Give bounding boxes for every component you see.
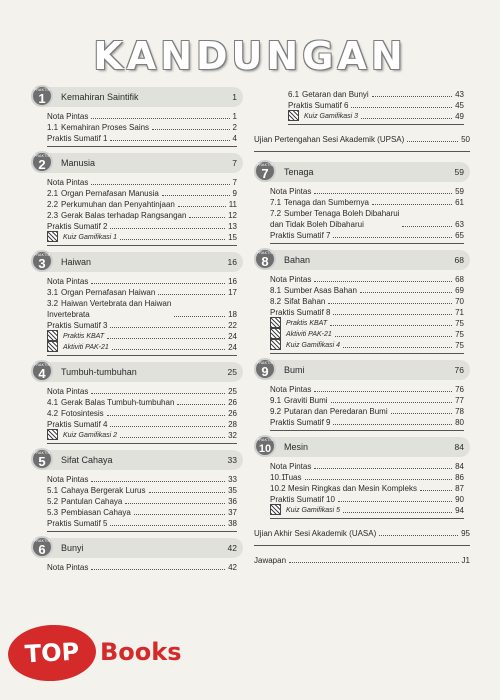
chapter-title[interactable]: Tenaga [284, 166, 314, 177]
toc-row[interactable]: Kuiz Gamifikasi 3 49 [288, 111, 464, 122]
toc-row[interactable]: 3.1 Organ Pernafasan Haiwan 17 [47, 288, 237, 297]
chapter-7 [254, 162, 470, 244]
toc-row[interactable]: 9.2 Putaran dan Peredaran Bumi 78 [270, 407, 464, 416]
chapter-badge: PRAKTIS 2 [31, 151, 53, 173]
toc-row[interactable]: Nota Pintas 42 [47, 563, 237, 572]
toc-row[interactable]: Praktis Sumatif 9 80 [270, 418, 464, 427]
activity-icon [270, 328, 281, 339]
chapter-badge: PRAKTIS 7 [254, 160, 276, 182]
logo-top-text: TOP [7, 623, 98, 684]
chapter-header [254, 360, 470, 380]
kbat-icon [270, 317, 281, 328]
toc-row[interactable]: 6.1 Getaran dan Bunyi 43 [288, 90, 464, 99]
chapter-entries [47, 272, 237, 353]
chapter-badge: PRAKTIS 4 [31, 360, 53, 382]
chapter-page: 59 [454, 167, 464, 177]
toc-row[interactable]: 5.1 Cahaya Bergerak Lurus 35 [47, 486, 237, 495]
toc-row[interactable]: Nota Pintas 16 [47, 277, 237, 286]
chapter-title[interactable]: Bahan [284, 254, 311, 265]
topbooks-logo [8, 625, 208, 685]
toc-row[interactable]: Kuiz Gamifikasi 2 32 [47, 430, 237, 441]
left-column [31, 87, 243, 579]
toc-row[interactable]: Nota Pintas 1 [47, 112, 237, 121]
chapter-header [254, 162, 470, 182]
toc-row[interactable]: 9.1 Graviti Bumi 77 [270, 396, 464, 405]
toc-row[interactable]: Praktis Sumatif 7 65 [270, 231, 464, 240]
quiz-icon [288, 110, 299, 121]
chapter-title[interactable]: Bunyi [61, 542, 84, 553]
chapter-5 [31, 450, 243, 532]
toc-row[interactable]: Nota Pintas 59 [270, 187, 464, 196]
chapter-4 [31, 362, 243, 444]
toc-row[interactable]: 1.1 Kemahiran Proses Sains 2 [47, 123, 237, 132]
chapter-header [31, 87, 243, 107]
chapter-entries [47, 382, 237, 441]
toc-row[interactable]: Aktiviti PAK-21 75 [270, 329, 464, 340]
toc-row[interactable]: Nota Pintas 68 [270, 275, 464, 284]
toc-row[interactable]: Praktis Sumatif 6 45 [288, 101, 464, 110]
chapter-entries [270, 380, 464, 428]
chapter-badge: PRAKTIS 5 [31, 448, 53, 470]
toc-upsa[interactable]: Ujian Pertengahan Sesi Akademik (UPSA) 50 [254, 135, 470, 144]
chapter-badge [31, 85, 53, 107]
toc-row[interactable]: 8.2 Sifat Bahan 70 [270, 297, 464, 306]
chapter-title[interactable]: Manusia [61, 157, 96, 168]
chapter-entries [47, 558, 237, 573]
toc-row[interactable]: 8.1 Sumber Asas Bahan 69 [270, 286, 464, 295]
toc-row[interactable]: Kuiz Gamifikasi 1 15 [47, 232, 237, 243]
chapter-3 [31, 252, 243, 356]
badge-number: 1 [38, 91, 46, 106]
toc-row[interactable]: 2.3 Gerak Balas terhadap Rangsangan 12 [47, 211, 237, 220]
chapter-page: 7 [232, 158, 237, 168]
toc-row[interactable]: 4.2 Fotosintesis 26 [47, 409, 237, 418]
toc-row[interactable]: 10.1Tuas 86 [270, 473, 464, 482]
toc-row[interactable]: Kuiz Gamifikasi 5 94 [270, 505, 464, 516]
activity-icon [47, 341, 58, 352]
quiz-icon [270, 339, 281, 350]
chapter-entries [47, 173, 237, 243]
chapter-header [31, 153, 243, 173]
toc-row[interactable]: Praktis Sumatif 8 71 [270, 308, 464, 317]
toc-row[interactable]: Praktis KBAT 24 [47, 331, 237, 342]
toc-row[interactable]: Nota Pintas 33 [47, 475, 237, 484]
chapter-header [31, 450, 243, 470]
logo-books-text: Books [100, 638, 182, 666]
toc-row[interactable]: Kuiz Gamifikasi 4 75 [270, 340, 464, 351]
toc-jawapan[interactable]: Jawapan J1 [254, 556, 470, 565]
chapter-page: 42 [227, 543, 237, 553]
toc-row[interactable]: 2.2 Perkumuhan dan Penyahtinjaan 11 [47, 200, 237, 209]
badge-label: PRAKTIS [33, 88, 51, 92]
chapter-page: 84 [454, 442, 464, 452]
chapter-badge: PRAKTIS 6 [31, 536, 53, 558]
toc-row[interactable]: Praktis KBAT 75 [270, 318, 464, 329]
chapter-page: 68 [454, 255, 464, 265]
chapter-title[interactable]: Bumi [284, 364, 305, 375]
toc-row[interactable]: Nota Pintas 76 [270, 385, 464, 394]
toc-row[interactable]: Praktis Sumatif 10 90 [270, 495, 464, 504]
chapter-entries [47, 470, 237, 529]
quiz-icon [47, 231, 58, 242]
toc-row[interactable]: Nota Pintas 84 [270, 462, 464, 471]
chapter-page: 33 [227, 455, 237, 465]
chapter-header [254, 250, 470, 270]
toc-row[interactable]: Praktis Sumatif 2 13 [47, 222, 237, 231]
right-column [254, 87, 470, 572]
toc-row[interactable]: Nota Pintas 25 [47, 387, 237, 396]
quiz-icon [47, 429, 58, 440]
toc-row[interactable]: Nota Pintas 7 [47, 178, 237, 187]
chapter-entries [47, 107, 237, 144]
chapter-title[interactable]: Mesin [284, 441, 309, 452]
chapter-badge: PRAKTIS 3 [31, 250, 53, 272]
chapter-badge: PRAKTIS 8 [254, 248, 276, 270]
toc-row[interactable]: Praktis Sumatif 1 4 [47, 134, 237, 143]
chapter-entries [270, 457, 464, 516]
toc-row[interactable]: 2.1 Organ Pernafasan Manusia 9 [47, 189, 237, 198]
toc-row[interactable]: Praktis Sumatif 4 28 [47, 420, 237, 429]
toc-row[interactable]: 4.1 Gerak Balas Tumbuh-tumbuhan 26 [47, 398, 237, 407]
chapter-page: 25 [227, 367, 237, 377]
chapter-10 [254, 437, 470, 519]
toc-row[interactable]: 7.1 Tenaga dan Sumbernya 61 [270, 198, 464, 207]
chapter-6-continued [288, 87, 464, 122]
toc-row[interactable]: 5.3 Pembiasan Cahaya 37 [47, 508, 237, 517]
chapter-entries [270, 182, 464, 241]
toc-row[interactable]: Praktis Sumatif 5 38 [47, 519, 237, 528]
chapter-header [254, 437, 470, 457]
chapter-header [31, 538, 243, 558]
chapter-9 [254, 360, 470, 431]
chapter-title[interactable]: Kemahiran Saintifik [61, 91, 139, 102]
toc-row[interactable]: 7.2 Sumber Tenaga Boleh Dibaharui dan Tidak Boleh Dibaharui 63 [270, 209, 464, 229]
chapter-badge: PRAKTIS 9 [254, 358, 276, 380]
chapter-header [31, 252, 243, 272]
toc-row[interactable]: 5.2 Pantulan Cahaya 36 [47, 497, 237, 506]
chapter-8 [254, 250, 470, 354]
page-title: KANDUNGAN [93, 34, 407, 78]
chapter-entries [270, 270, 464, 351]
chapter-title[interactable]: Tumbuh-tumbuhan [61, 366, 137, 377]
chapter-2 [31, 153, 243, 246]
quiz-icon [270, 504, 281, 515]
chapter-page: 16 [227, 257, 237, 267]
chapter-page: 1 [232, 92, 237, 102]
toc-row[interactable]: 3.2 Haiwan Vertebrata dan Haiwan Invertebrata 18 [47, 299, 237, 319]
toc-row[interactable]: Aktiviti PAK-21 24 [47, 342, 237, 353]
chapter-1 [31, 87, 243, 147]
kbat-icon [47, 330, 58, 341]
chapter-page: 76 [454, 365, 464, 375]
toc-row[interactable]: Praktis Sumatif 3 22 [47, 321, 237, 330]
toc-row[interactable]: 10.2 Mesin Ringkas dan Mesin Kompleks 87 [270, 484, 464, 493]
chapter-title[interactable]: Sifat Cahaya [61, 454, 113, 465]
chapter-title[interactable]: Haiwan [61, 256, 92, 267]
chapter-6 [31, 538, 243, 573]
toc-uasa[interactable]: Ujian Akhir Sesi Akademik (UASA) 95 [254, 529, 470, 538]
chapter-badge: PRAKTIS 10 [254, 435, 276, 457]
chapter-header [31, 362, 243, 382]
